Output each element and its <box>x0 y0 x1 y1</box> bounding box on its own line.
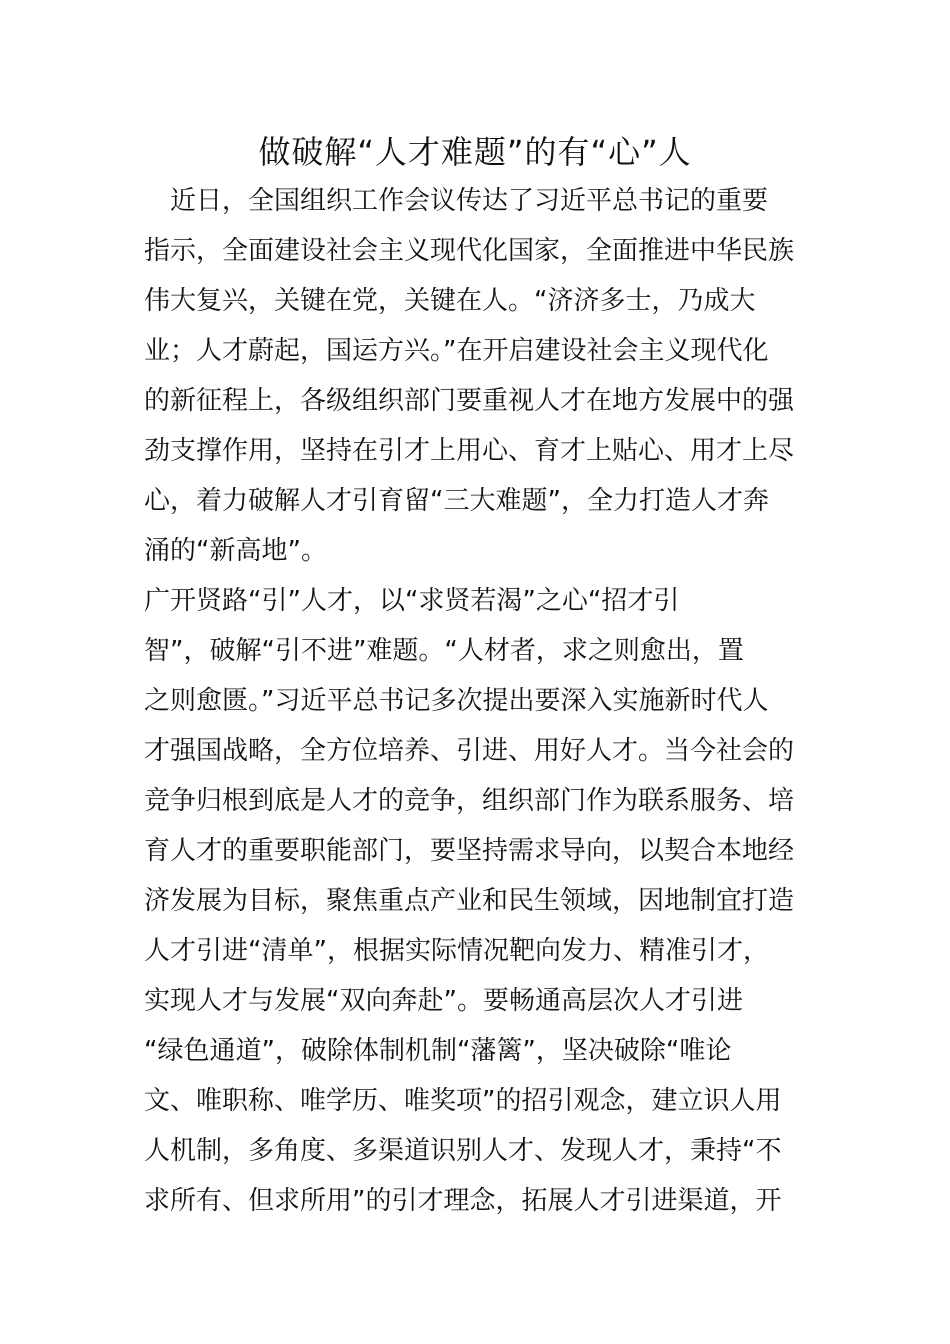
text-line: 伟大复兴，关键在党，关键在人。“济济多士，乃成大 <box>144 286 756 316</box>
document-title: 做破解“人才难题”的有“心”人 <box>258 133 692 171</box>
text-line: 之则愈匮。”习近平总书记多次提出要深入实施新时代人 <box>144 686 769 716</box>
text-line: 育人才的重要职能部门，要坚持需求导向，以契合本地经 <box>144 836 795 866</box>
text-line: 竞争归根到底是人才的竞争，组织部门作为联系服务、培 <box>144 786 795 816</box>
text-line: 指示，全面建设社会主义现代化国家，全面推进中华民族 <box>144 236 795 266</box>
text-line: 人才引进“清单”，根据实际情况靶向发力、精准引才， <box>144 936 769 966</box>
text-line: 的新征程上，各级组织部门要重视人才在地方发展中的强 <box>144 386 795 416</box>
text-line: “绿色通道”，破除体制机制“藩篱”，坚决破除“唯论 <box>144 1036 732 1066</box>
text-line: 求所有、但求所用”的引才理念，拓展人才引进渠道，开 <box>144 1186 782 1216</box>
text-line: 才强国战略，全方位培养、引进、用好人才。当今社会的 <box>144 736 795 766</box>
text-line: 文、唯职称、唯学历、唯奖项”的招引观念，建立识人用 <box>144 1086 782 1116</box>
text-line: 近日，全国组织工作会议传达了习近平总书记的重要 <box>144 186 769 216</box>
text-line: 涌的“新高地”。 <box>144 536 327 566</box>
text-line: 济发展为目标，聚焦重点产业和民生领域，因地制宜打造 <box>144 886 795 916</box>
text-line: 实现人才与发展“双向奔赴”。要畅通高层次人才引进 <box>144 986 743 1016</box>
text-line: 智”，破解“引不进”难题。“人材者，求之则愈出，置 <box>144 636 744 666</box>
text-line: 业；人才蔚起，国运方兴。”在开启建设社会主义现代化 <box>144 336 769 366</box>
text-line: 人机制，多角度、多渠道识别人才、发现人才，秉持“不 <box>144 1136 782 1166</box>
text-line: 广开贤路“引”人才，以“求贤若渴”之心“招才引 <box>144 586 680 616</box>
text-line: 心，着力破解人才引育留“三大难题”，全力打造人才奔 <box>144 486 769 516</box>
text-line: 劲支撑作用，坚持在引才上用心、育才上贴心、用才上尽 <box>144 436 795 466</box>
document-body <box>144 176 809 1226</box>
